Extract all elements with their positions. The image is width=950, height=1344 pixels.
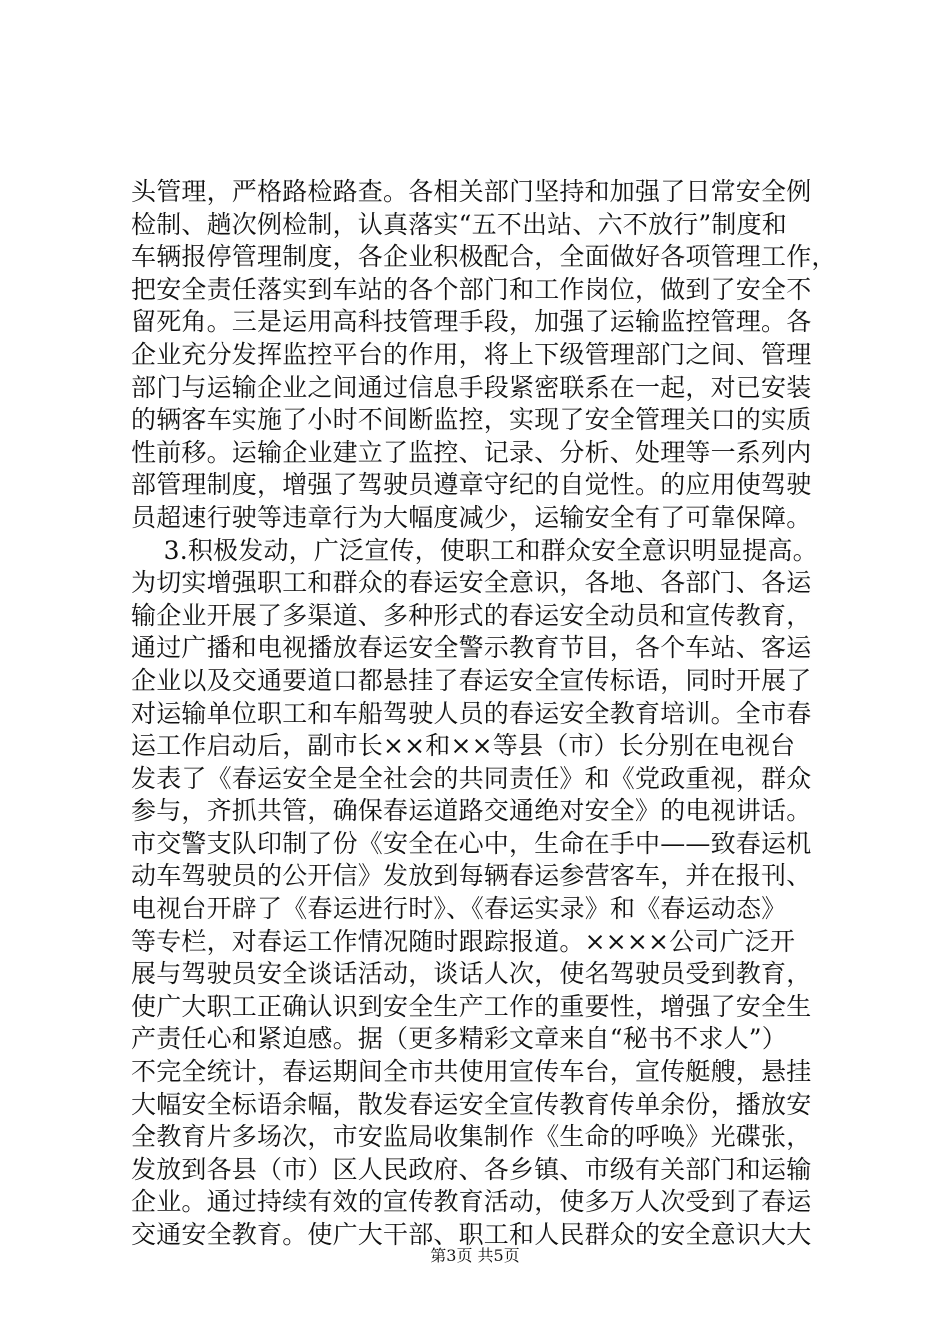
- text-line: 市交警支队印制了份《安全在心中，生命在手中——致春运机: [131, 828, 812, 858]
- text-line: 全教育片多场次，市安监局收集制作《生命的呼唤》光碟张，: [131, 1122, 812, 1152]
- text-line: 为切实增强职工和群众的春运安全意识，各地、各部门、各运: [131, 568, 812, 598]
- text-line: 交通安全教育。使广大干部、职工和人民群众的安全意识大大: [131, 1220, 812, 1249]
- text-line: 大幅安全标语余幅，散发春运安全宣传教育传单余份，播放安: [131, 1089, 812, 1119]
- text-line: 等专栏，对春运工作情况随时跟踪报道。××××公司广泛开: [131, 926, 796, 956]
- text-line: 参与，齐抓共管，确保春运道路交通绝对安全》的电视讲话。: [131, 796, 812, 826]
- text-line: 员超速行驶等违章行为大幅度减少，运输安全有了可靠保障。: [131, 502, 812, 532]
- text-line: 3.积极发动，广泛宣传，使职工和群众安全意识明显提高。: [131, 535, 818, 565]
- text-line: 动车驾驶员的公开信》发放到每辆春运参营客车，并在报刊、: [131, 861, 812, 891]
- text-line: 不完全统计，春运期间全市共使用宣传车台，宣传艇艘，悬挂: [131, 1057, 812, 1087]
- text-line: 企业充分发挥监控平台的作用，将上下级管理部门之间、管理: [131, 339, 812, 369]
- text-line: 对运输单位职工和车船驾驶人员的春运安全教育培训。全市春: [131, 698, 812, 728]
- text-line: 展与驾驶员安全谈话活动，谈话人次，使名驾驶员受到教育，: [131, 959, 812, 989]
- text-line: 产责任心和紧迫感。据（更多精彩文章来自“秘书不求人”）: [131, 1024, 787, 1054]
- text-line: 留死角。三是运用高科技管理手段，加强了运输监控管理。各: [131, 307, 812, 337]
- text-line: 企业。通过持续有效的宣传教育活动，使多万人次受到了春运: [131, 1187, 812, 1217]
- text-line: 把安全责任落实到车站的各个部门和工作岗位，做到了安全不: [131, 274, 812, 304]
- body-text: [131, 176, 837, 1252]
- text-line: 运工作启动后，副市长××和××等县（市）长分别在电视台: [131, 731, 796, 761]
- text-line: 电视台开辟了《春运进行时》、《春运实录》和《春运动态》: [131, 894, 787, 924]
- text-line: 的辆客车实施了小时不间断监控，实现了安全管理关口的实质: [131, 405, 812, 435]
- text-line: 部管理制度，增强了驾驶员遵章守纪的自觉性。的应用使驾驶: [131, 470, 812, 500]
- text-line: 车辆报停管理制度，各企业积极配合，全面做好各项管理工作，: [131, 242, 837, 272]
- page-footer: 第3页 共5页: [430, 1246, 520, 1265]
- text-line: 头管理，严格路检路查。各相关部门坚持和加强了日常安全例: [131, 177, 812, 206]
- text-line: 检制、趟次例检制，认真落实“五不出站、六不放行”制度和: [131, 209, 787, 239]
- text-line: 发表了《春运安全是全社会的共同责任》和《党政重视，群众: [131, 763, 812, 793]
- text-line: 性前移。运输企业建立了监控、记录、分析、处理等一系列内: [131, 437, 812, 467]
- text-line: 输企业开展了多渠道、多种形式的春运安全动员和宣传教育，: [131, 600, 812, 630]
- text-line: 使广大职工正确认识到安全生产工作的重要性，增强了安全生: [131, 991, 812, 1021]
- text-line: 通过广播和电视播放春运安全警示教育节目，各个车站、客运: [131, 633, 812, 663]
- text-line: 发放到各县（市）区人民政府、各乡镇、市级有关部门和运输: [131, 1154, 812, 1184]
- text-line: 企业以及交通要道口都悬挂了春运安全宣传标语，同时开展了: [131, 665, 812, 695]
- text-line: 部门与运输企业之间通过信息手段紧密联系在一起，对已安装: [131, 372, 812, 402]
